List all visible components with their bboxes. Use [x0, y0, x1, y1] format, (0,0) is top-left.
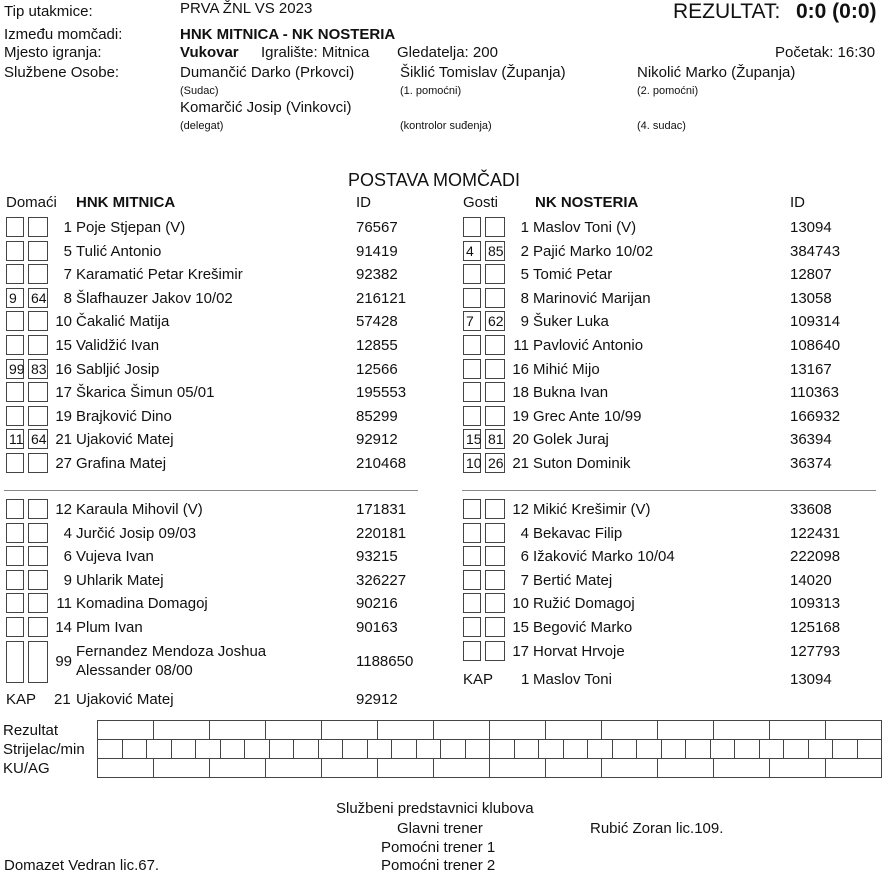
player-id: 195553 — [356, 384, 407, 401]
player-number: 18 — [512, 384, 529, 401]
grid-label-scorer: Strijelac/min — [3, 741, 85, 758]
sub-minute-box — [485, 217, 505, 237]
player-id: 90216 — [356, 595, 398, 612]
player-id: 109313 — [790, 595, 841, 612]
score-grid-cell — [434, 721, 490, 740]
player-number: 15 — [55, 337, 72, 354]
score-grid-cell — [98, 721, 154, 740]
official-delegate-name: Komarčić Josip (Vinkovci) — [180, 99, 352, 116]
start-time: Početak: 16:30 — [775, 44, 876, 61]
player-name: Karamatić Petar Krešimir — [76, 266, 243, 283]
player-name: Mikić Krešimir (V) — [533, 501, 651, 518]
player-name: Fernandez Mendoza Joshua — [76, 643, 267, 660]
player-name: Bertić Matej — [533, 572, 613, 589]
score-grid-cell — [434, 759, 490, 778]
sub-minute-box — [6, 264, 24, 284]
player-number: 4 — [520, 525, 529, 542]
sub-minute-box: 83 — [28, 359, 48, 379]
sub-minute-box: 26 — [485, 453, 505, 473]
score-grid-cell — [546, 759, 602, 778]
score-grid-row — [97, 739, 882, 759]
sub-minute-box — [485, 546, 505, 566]
player-id: 12566 — [356, 361, 398, 378]
sub-minute-box — [28, 499, 48, 519]
home-captain-id: 92912 — [356, 691, 398, 708]
score-grid-cell — [220, 740, 245, 759]
score-grid-cell — [714, 721, 770, 740]
official-referee-name: Dumančić Darko (Prkovci) — [180, 64, 355, 81]
player-name: Šlafhauzer Jakov 10/02 — [76, 290, 233, 307]
sub-minute-box: 4 — [463, 241, 481, 261]
away-captain-label: KAP — [463, 671, 494, 688]
score-grid-cell — [441, 740, 466, 759]
player-id: 216121 — [356, 290, 407, 307]
officials-label: Službene Osobe: — [4, 64, 120, 81]
sub-minute-box — [6, 499, 24, 519]
player-name: Plum Ivan — [76, 619, 143, 636]
result-value: 0:0 (0:0) — [796, 0, 877, 23]
player-number: 17 — [512, 643, 529, 660]
sub-minute-box — [485, 499, 505, 519]
score-grid-cell — [318, 740, 343, 759]
sub-minute-box — [6, 593, 24, 613]
home-id-header: ID — [356, 194, 371, 211]
venue-label: Mjesto igranja: — [4, 44, 102, 61]
sub-minute-box — [28, 382, 48, 402]
player-name: Grafina Matej — [76, 455, 167, 472]
score-grid-cell — [563, 740, 588, 759]
player-id: 13094 — [790, 219, 832, 236]
match-type-value: PRVA ŽNL VS 2023 — [180, 0, 313, 17]
player-name: Golek Juraj — [533, 431, 609, 448]
player-number: 9 — [63, 572, 72, 589]
score-grid-cell — [658, 721, 714, 740]
score-grid-cell — [686, 740, 711, 759]
player-number: 2 — [520, 243, 529, 260]
sub-minute-box — [485, 382, 505, 402]
official-controller-role: (kontrolor suđenja) — [400, 120, 492, 132]
sub-minute-box — [485, 593, 505, 613]
player-number: 10 — [55, 313, 72, 330]
sub-minute-box: 62 — [485, 311, 505, 331]
player-id: 13167 — [790, 361, 832, 378]
player-number: 99 — [55, 653, 72, 670]
player-id: 222098 — [790, 548, 841, 565]
score-grid-cell — [808, 740, 833, 759]
sub-minute-box: 15 — [463, 429, 481, 449]
sub-minute-box — [485, 406, 505, 426]
score-grid-cell — [546, 721, 602, 740]
player-id: 210468 — [356, 455, 407, 472]
sub-minute-box — [6, 453, 24, 473]
score-grid-cell — [710, 740, 735, 759]
home-captain-number: 21 — [54, 691, 71, 708]
player-id: 92912 — [356, 431, 398, 448]
player-name: Brajković Dino — [76, 408, 172, 425]
player-id: 127793 — [790, 643, 841, 660]
score-grid-cell — [266, 759, 322, 778]
player-number: 21 — [512, 455, 529, 472]
official-assistant2-role: (2. pomoćni) — [637, 85, 699, 97]
sub-minute-box — [485, 359, 505, 379]
score-grid-cell — [154, 721, 210, 740]
score-grid-cell — [833, 740, 858, 759]
away-team-name: NK NOSTERIA — [535, 194, 639, 211]
sub-minute-box — [28, 570, 48, 590]
score-grid-cell — [322, 759, 378, 778]
sub-minute-box — [6, 406, 24, 426]
player-name: Poje Stjepan (V) — [76, 219, 186, 236]
home-club-rep: Domazet Vedran lic.67. — [4, 857, 160, 874]
sub-minute-box — [485, 617, 505, 637]
home-side-label: Domaći — [6, 194, 57, 211]
away-divider — [462, 490, 876, 491]
player-name: Pavlović Antonio — [533, 337, 644, 354]
player-name: Tomić Petar — [533, 266, 613, 283]
home-captain-label: KAP — [6, 691, 37, 708]
home-captain-name: Ujaković Matej — [76, 691, 174, 708]
player-id: 14020 — [790, 572, 832, 589]
player-id: 90163 — [356, 619, 398, 636]
score-grid-cell — [759, 740, 784, 759]
player-name: Ružić Domagoj — [533, 595, 635, 612]
score-grid-cell — [392, 740, 417, 759]
sub-minute-box — [28, 335, 48, 355]
score-grid-cell — [269, 740, 294, 759]
sub-minute-box — [463, 264, 481, 284]
score-grid-cell — [98, 740, 123, 759]
player-name: Mihić Mijo — [533, 361, 600, 378]
score-grid-cell — [658, 759, 714, 778]
player-number: 12 — [55, 501, 72, 518]
player-id: 171831 — [356, 501, 407, 518]
sub-minute-box — [28, 641, 48, 683]
score-grid-cell — [735, 740, 760, 759]
sub-minute-box — [28, 593, 48, 613]
assistant-coach-1-label: Pomoćni trener 1 — [381, 839, 496, 856]
away-captain-name: Maslov Toni — [533, 671, 612, 688]
score-grid-cell — [826, 759, 882, 778]
player-name: Karaula Mihovil (V) — [76, 501, 203, 518]
sub-minute-box — [6, 546, 24, 566]
sub-minute-box — [463, 499, 481, 519]
sub-minute-box — [6, 382, 24, 402]
away-id-header: ID — [790, 194, 805, 211]
lineup-title: POSTAVA MOMČADI — [348, 170, 521, 190]
player-id: 122431 — [790, 525, 841, 542]
player-number: 19 — [55, 408, 72, 425]
player-number: 4 — [63, 525, 72, 542]
sub-minute-box — [6, 241, 24, 261]
player-id: 91419 — [356, 243, 398, 260]
sub-minute-box: 64 — [28, 429, 48, 449]
player-name: Škarica Šimun 05/01 — [76, 384, 215, 401]
sub-minute-box — [463, 523, 481, 543]
away-side-label: Gosti — [463, 194, 499, 211]
venue-pitch: Igralište: Mitnica — [261, 44, 370, 61]
player-name: Ujaković Matej — [76, 431, 174, 448]
player-name: Sabljić Josip — [76, 361, 160, 378]
player-name: Suton Dominik — [533, 455, 631, 472]
sub-minute-box — [28, 264, 48, 284]
player-name-line2: Alessander 08/00 — [76, 662, 193, 679]
sub-minute-box: 99 — [6, 359, 24, 379]
player-name: Komadina Domagoj — [76, 595, 208, 612]
sub-minute-box — [6, 217, 24, 237]
player-number: 21 — [55, 431, 72, 448]
score-grid-cell — [122, 740, 147, 759]
score-grid-cell — [602, 721, 658, 740]
score-grid-cell — [857, 740, 882, 759]
score-grid-cell — [245, 740, 270, 759]
player-id: 326227 — [356, 572, 407, 589]
score-grid-cell — [343, 740, 368, 759]
player-number: 17 — [55, 384, 72, 401]
sub-minute-box — [28, 546, 48, 566]
sub-minute-box: 9 — [6, 288, 24, 308]
score-grid-cell — [378, 759, 434, 778]
sub-minute-box — [463, 288, 481, 308]
player-id: 109314 — [790, 313, 841, 330]
sub-minute-box — [6, 523, 24, 543]
sub-minute-box — [485, 264, 505, 284]
player-name: Pajić Marko 10/02 — [533, 243, 654, 260]
sub-minute-box — [28, 453, 48, 473]
player-name: Tulić Antonio — [76, 243, 162, 260]
sub-minute-box — [28, 523, 48, 543]
score-grid-cell — [171, 740, 196, 759]
head-coach-label: Glavni trener — [397, 820, 483, 837]
sub-minute-box — [463, 593, 481, 613]
player-id: 12855 — [356, 337, 398, 354]
score-grid-cell — [770, 759, 826, 778]
score-grid-cell — [770, 721, 826, 740]
sub-minute-box — [485, 570, 505, 590]
score-grid-cell — [378, 721, 434, 740]
player-name: Begović Marko — [533, 619, 633, 636]
sub-minute-box — [463, 546, 481, 566]
sub-minute-box — [485, 288, 505, 308]
player-name: Marinović Marijan — [533, 290, 651, 307]
sub-minute-box — [28, 241, 48, 261]
player-number: 19 — [512, 408, 529, 425]
home-team-name: HNK MITNICA — [76, 194, 176, 211]
venue-city: Vukovar — [180, 44, 239, 61]
sub-minute-box: 64 — [28, 288, 48, 308]
player-id: 93215 — [356, 548, 398, 565]
score-grid-cell — [714, 759, 770, 778]
sub-minute-box: 10 — [463, 453, 481, 473]
player-number: 8 — [520, 290, 529, 307]
player-name: Bukna Ivan — [533, 384, 609, 401]
score-grid-cell — [490, 759, 546, 778]
player-name: Jurčić Josip 09/03 — [76, 525, 197, 542]
player-number: 20 — [512, 431, 529, 448]
player-id: 125168 — [790, 619, 841, 636]
player-id: 33608 — [790, 501, 832, 518]
player-id: 92382 — [356, 266, 398, 283]
official-delegate-role: (delegat) — [180, 120, 224, 132]
teams-value: HNK MITNICA - NK NOSTERIA — [180, 26, 396, 43]
player-id: 384743 — [790, 243, 841, 260]
player-id: 36374 — [790, 455, 832, 472]
player-name: Validžić Ivan — [76, 337, 160, 354]
sub-minute-box — [6, 335, 24, 355]
score-grid-row — [97, 720, 882, 740]
sub-minute-box — [6, 617, 24, 637]
sub-minute-box: 7 — [463, 311, 481, 331]
player-number: 5 — [63, 243, 72, 260]
player-name: Bekavac Filip — [533, 525, 623, 542]
score-grid-cell — [210, 721, 266, 740]
player-number: 14 — [55, 619, 72, 636]
sub-minute-box: 81 — [485, 429, 505, 449]
score-grid-cell — [322, 721, 378, 740]
player-name: Horvat Hrvoje — [533, 643, 625, 660]
sub-minute-box — [463, 406, 481, 426]
player-name: Ižaković Marko 10/04 — [533, 548, 675, 565]
score-grid-cell — [514, 740, 539, 759]
player-id: 220181 — [356, 525, 407, 542]
sub-minute-box — [28, 311, 48, 331]
player-id: 108640 — [790, 337, 841, 354]
score-grid-cell — [588, 740, 613, 759]
score-grid-cell — [367, 740, 392, 759]
player-number: 27 — [55, 455, 72, 472]
sub-minute-box — [6, 570, 24, 590]
score-grid-cell — [294, 740, 319, 759]
score-grid-cell — [539, 740, 564, 759]
player-number: 7 — [63, 266, 72, 283]
sub-minute-box — [485, 523, 505, 543]
sub-minute-box — [463, 359, 481, 379]
grid-label-cards: KU/AG — [3, 760, 50, 777]
home-divider — [4, 490, 418, 491]
sub-minute-box — [28, 617, 48, 637]
player-number: 15 — [512, 619, 529, 636]
score-grid-cell — [465, 740, 490, 759]
player-id: 13058 — [790, 290, 832, 307]
official-assistant2-name: Nikolić Marko (Županja) — [637, 64, 796, 81]
player-number: 6 — [63, 548, 72, 565]
player-name: Vujeva Ivan — [76, 548, 154, 565]
sub-minute-box — [28, 406, 48, 426]
player-number: 16 — [512, 361, 529, 378]
head-coach-away: Rubić Zoran lic.109. — [590, 820, 724, 837]
official-fourth-role: (4. sudac) — [637, 120, 686, 132]
player-name: Maslov Toni (V) — [533, 219, 637, 236]
sub-minute-box — [485, 335, 505, 355]
result-label: REZULTAT: — [673, 0, 781, 23]
score-grid-cell — [661, 740, 686, 759]
sub-minute-box — [463, 382, 481, 402]
teams-label: Između momčadi: — [4, 26, 123, 43]
sub-minute-box — [463, 335, 481, 355]
player-number: 11 — [513, 337, 529, 354]
official-referee-role: (Sudac) — [180, 85, 219, 97]
official-assistant1-role: (1. pomoćni) — [400, 85, 462, 97]
player-number: 1 — [520, 219, 529, 236]
player-id: 85299 — [356, 408, 398, 425]
sub-minute-box: 11 — [6, 429, 24, 449]
spectators: Gledatelja: 200 — [397, 44, 498, 61]
score-grid-cell — [490, 721, 546, 740]
sub-minute-box — [6, 311, 24, 331]
player-name: Grec Ante 10/99 — [533, 408, 642, 425]
score-grid-cell — [98, 759, 154, 778]
player-id: 166932 — [790, 408, 841, 425]
sub-minute-box — [463, 617, 481, 637]
score-grid-cell — [612, 740, 637, 759]
score-grid-cell — [826, 721, 882, 740]
score-grid-cell — [154, 759, 210, 778]
away-captain-id: 13094 — [790, 671, 832, 688]
player-number: 12 — [512, 501, 529, 518]
score-grid-cell — [490, 740, 515, 759]
sub-minute-box: 85 — [485, 241, 505, 261]
player-id: 12807 — [790, 266, 832, 283]
player-id: 1188650 — [356, 653, 414, 670]
away-captain-number: 1 — [521, 671, 530, 688]
score-grid-cell — [196, 740, 221, 759]
assistant-coach-2-label: Pomoćni trener 2 — [381, 857, 496, 874]
player-id: 110363 — [790, 384, 839, 401]
score-grid-cell — [266, 721, 322, 740]
score-grid-cell — [602, 759, 658, 778]
player-number: 9 — [520, 313, 529, 330]
score-grid-cell — [210, 759, 266, 778]
sub-minute-box — [463, 641, 481, 661]
sub-minute-box — [463, 217, 481, 237]
score-grid-cell — [637, 740, 662, 759]
player-number: 11 — [56, 595, 72, 612]
grid-label-result: Rezultat — [3, 722, 59, 739]
player-number: 5 — [520, 266, 529, 283]
player-name: Uhlarik Matej — [76, 572, 164, 589]
official-assistant1-name: Šiklić Tomislav (Županja) — [400, 64, 566, 81]
sub-minute-box — [28, 217, 48, 237]
sub-minute-box — [463, 570, 481, 590]
sub-minute-box — [6, 641, 24, 683]
player-name: Šuker Luka — [533, 313, 609, 330]
player-number: 16 — [55, 361, 72, 378]
score-grid-cell — [784, 740, 809, 759]
player-id: 36394 — [790, 431, 832, 448]
player-number: 7 — [520, 572, 529, 589]
player-id: 76567 — [356, 219, 398, 236]
player-number: 6 — [520, 548, 529, 565]
player-number: 1 — [63, 219, 72, 236]
player-number: 8 — [63, 290, 72, 307]
score-grid-cell — [147, 740, 172, 759]
match-type-label: Tip utakmice: — [4, 3, 93, 20]
score-grid-row — [97, 758, 882, 778]
player-name: Čakalić Matija — [76, 313, 170, 330]
club-reps-title: Službeni predstavnici klubova — [336, 800, 534, 817]
player-number: 10 — [512, 595, 529, 612]
score-grid-cell — [416, 740, 441, 759]
player-id: 57428 — [356, 313, 398, 330]
sub-minute-box — [485, 641, 505, 661]
